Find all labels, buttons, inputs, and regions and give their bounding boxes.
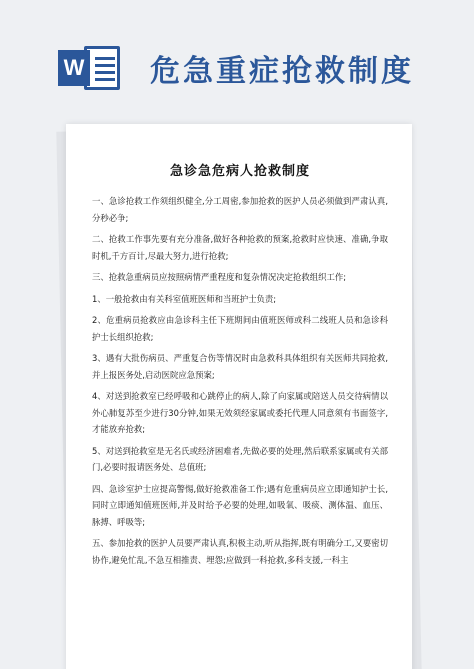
paragraph: 5、对送到抢救室是无名氏或经济困难者,先做必要的处理,然后联系家属或有关部门,必要时报请医务处、总值班; — [92, 445, 388, 472]
paragraph: 2、危重病员抢救应由急诊科主任下班期间由值班医师或科二线班人员和急诊科护士长组织抢救; — [92, 315, 388, 342]
paragraph: 3、遇有大批伤病员、严重复合伤等情况时由急救科具体组织有关医师共同抢救,并上报医务处,启动医院应急预案; — [92, 353, 388, 380]
paragraph: 三、抢救急重病员应按照病情严重程度和复杂情况决定抢救组织工作; — [92, 272, 347, 282]
paragraph: 五、参加抢救的医护人员要严肃认真,积极主动,听从指挥,既有明确分工,又要密切协作,避免忙乱,不急互相推责、埋怨;应做到一科抢救,多科支援,一科主 — [92, 538, 388, 565]
document-title: 急诊急危病人抢救制度 — [169, 164, 310, 179]
paragraph: 四、急诊室护士应提高警惕,做好抢救准备工作;遇有危重病员应立即通知护士长,同时立即通知值班医师,并及时给予必要的处理,如吸氧、吸痰、测体温、血压、脉搏、呼吸等; — [92, 483, 388, 527]
paragraph: 1、一般抢救由有关科室值班医师和当班护士负责; — [92, 293, 277, 304]
word-document-icon — [58, 44, 120, 92]
paragraph: 一、急诊抢救工作须组织健全,分工周密,参加抢救的医护人员必须做到严肃认真,分秒必争; — [92, 196, 388, 223]
paragraph: 二、抢救工作事先要有充分准备,做好各种抢救的预案,抢救时应快速、准确,争取时机,千方百计,尽最大努力,进行抢救; — [92, 234, 388, 261]
header-title: 危急重症抢救制度 — [150, 54, 414, 89]
paragraph: 4、对送到抢救室已经呼吸和心跳停止的病人,除了向家属或陪送人员交待病情以外心肺复苏至少进行30分钟,如果无效须经家属或委托代理人同意须有书面签字,才能放弃抢救; — [92, 391, 388, 434]
word-icon-letter: W — [58, 50, 90, 86]
header-banner — [0, 0, 474, 120]
document-page — [66, 124, 412, 669]
